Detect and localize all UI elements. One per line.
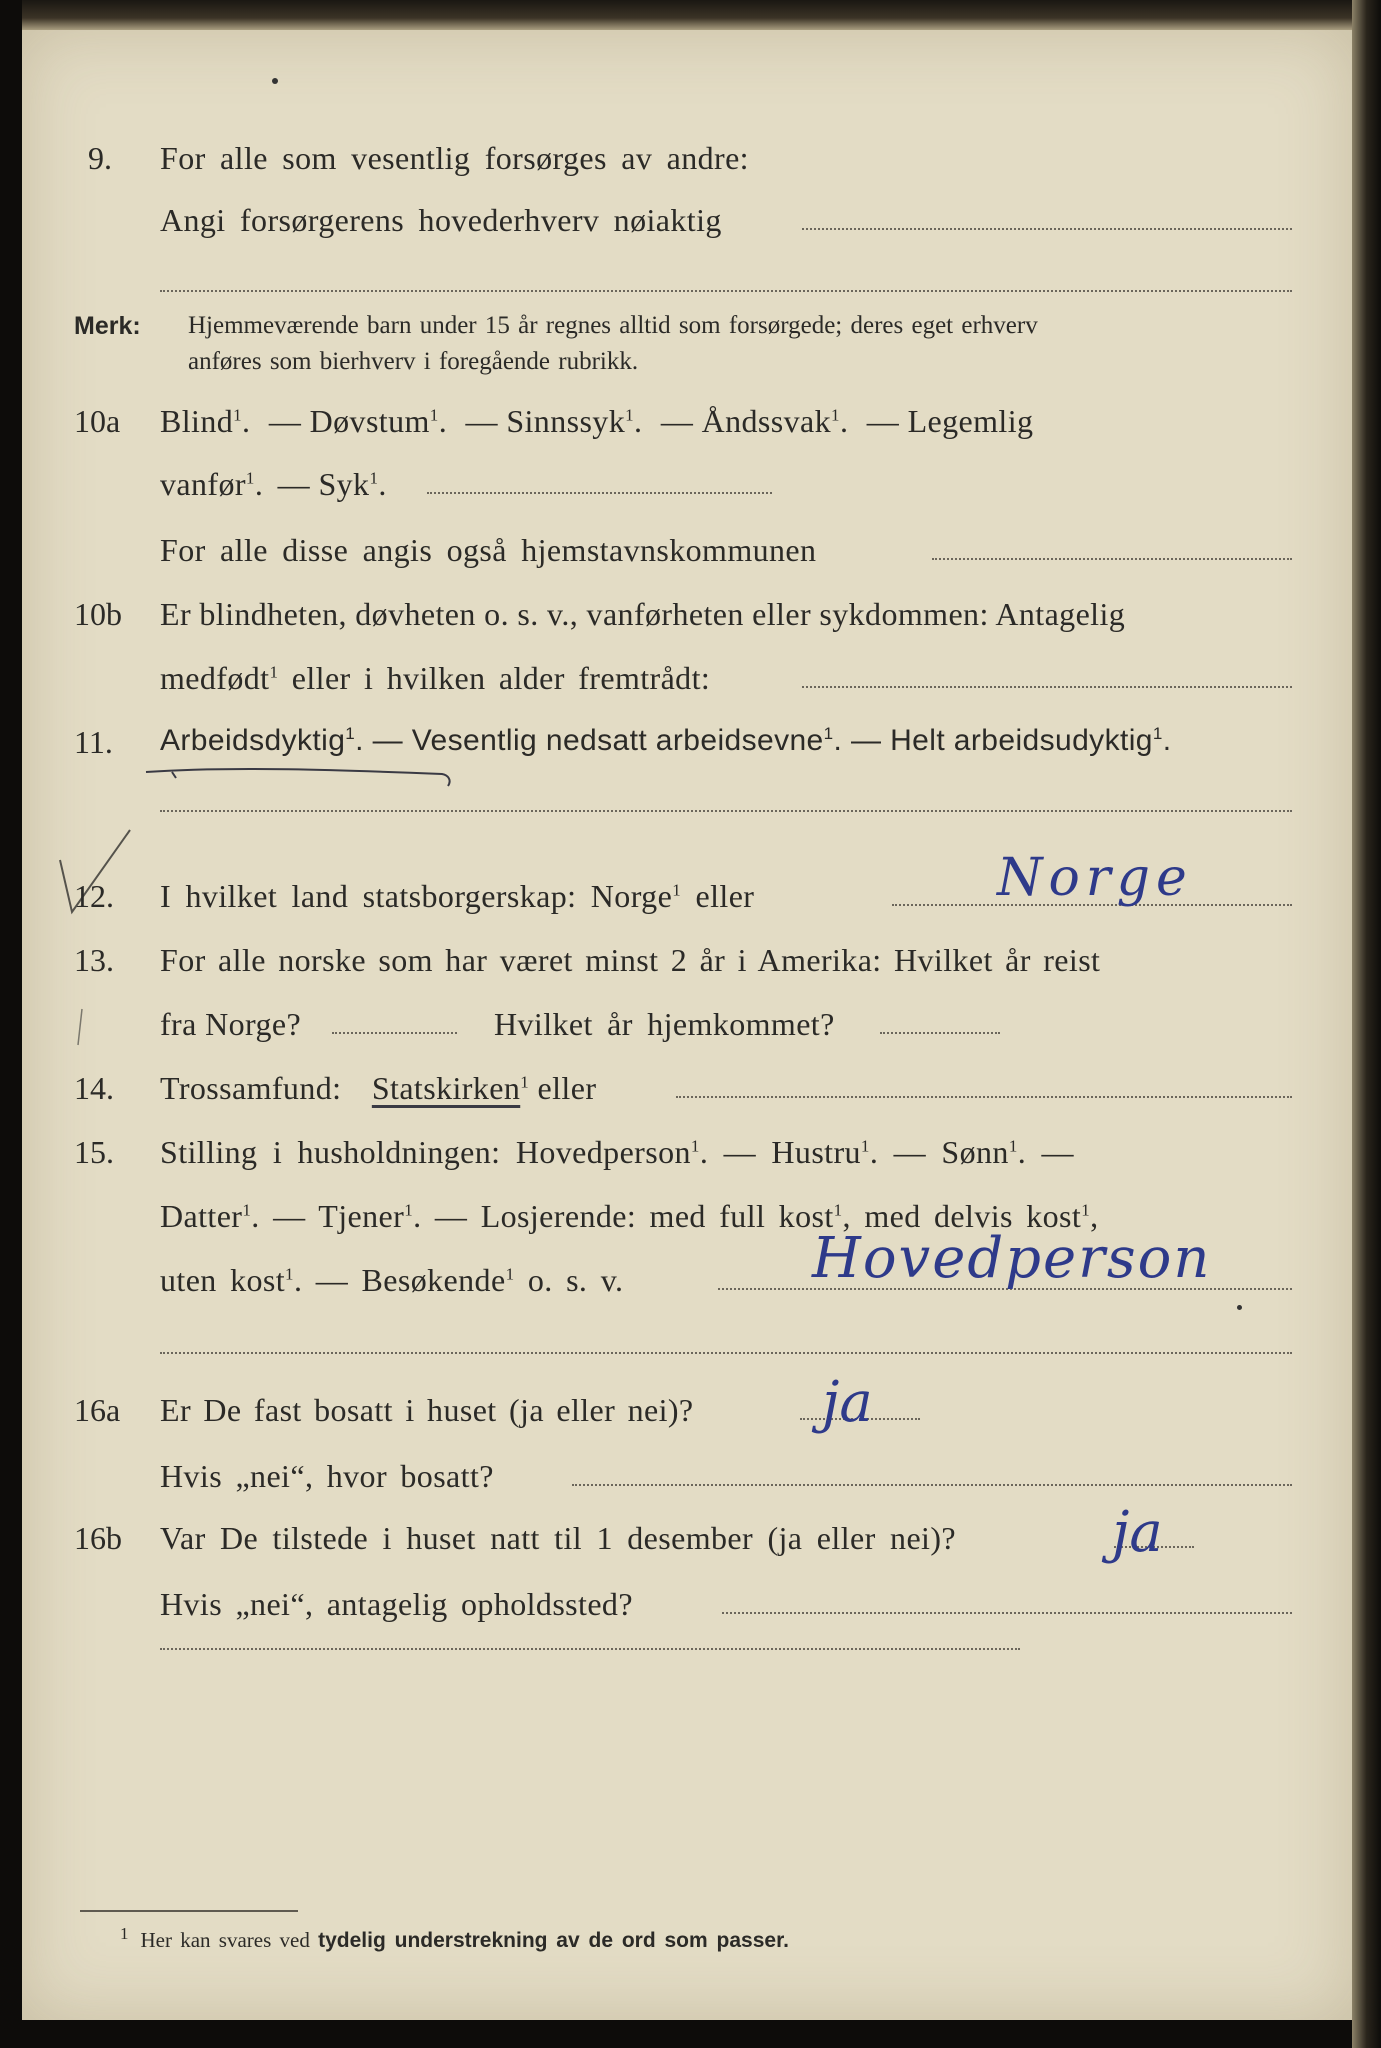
- merk-note: [74, 312, 141, 341]
- footnote-ref: 1: [860, 1136, 870, 1156]
- q9-line2: Angi forsørgerens hovederhverv nøiaktig: [160, 202, 722, 238]
- q16b-handwritten-answer: ja: [1112, 1500, 1163, 1565]
- option-andssvak: — Åndssvak: [660, 403, 832, 439]
- q10b-alder: eller i hvilken alder fremtrådt:: [278, 660, 711, 696]
- footnote-mark: 1: [120, 1924, 129, 1943]
- q9-line1: For alle som vesentlig forsørges av andre:: [160, 140, 749, 176]
- footnote-ref: 1: [269, 662, 279, 682]
- q15-osv: o. s. v.: [514, 1262, 624, 1298]
- q10a-line2: vanfør$^1$. — Syk$^1$.: [160, 466, 387, 502]
- dot-mark: [272, 78, 278, 84]
- q13-fra: fra Norge?: [160, 1006, 302, 1042]
- footnote-ref: 1: [242, 1200, 252, 1220]
- page-edge-right: [1352, 0, 1381, 2048]
- q14-eller: eller: [529, 1070, 597, 1106]
- option-tjener: . — Tjener: [251, 1198, 405, 1234]
- q10a-number: 10a: [74, 403, 121, 439]
- q12-eller: eller: [681, 878, 755, 914]
- footnote-ref: 1: [831, 405, 840, 425]
- q14-answer-line: [676, 1096, 1292, 1098]
- pencil-mark: [74, 1005, 114, 1065]
- q15-dash: . —: [1017, 1134, 1074, 1170]
- q11-answer-line: [160, 810, 1292, 812]
- footnote-divider: [80, 1910, 298, 1912]
- handwritten-underline-q11: [142, 760, 462, 790]
- option-syk: — Syk: [277, 466, 370, 502]
- q12-number: 12.: [74, 878, 114, 914]
- footnote-ref: 1: [1008, 1136, 1018, 1156]
- option-uten-kost: uten kost: [160, 1262, 286, 1298]
- q13-number: 13.: [74, 942, 114, 978]
- q9-answer-line: [802, 228, 1292, 230]
- footnote-ref: 1: [233, 405, 243, 425]
- page-edge-top: [22, 0, 1352, 30]
- footnote-ref: 1: [520, 1072, 530, 1092]
- q13-hjem: Hvilket år hjemkommet?: [494, 1006, 835, 1042]
- option-statskirken: Statskirken: [371, 1070, 521, 1106]
- footnote-ref: 1: [833, 1200, 843, 1220]
- option-udyktig: . — Helt arbeidsudyktig: [833, 724, 1153, 757]
- q10a-line3: For alle disse angis også hjemstavnskommunen: [160, 532, 817, 568]
- q16b-line2: Hvis „nei“, antagelig opholdssted?: [160, 1586, 633, 1622]
- option-hovedperson: Stilling i husholdningen: Hovedperson: [160, 1134, 691, 1170]
- option-hustru: . — Hustru: [699, 1134, 861, 1170]
- q9-answer-line-2: [160, 290, 1292, 292]
- option-delvis-kost: , med delvis kost: [842, 1198, 1082, 1234]
- q10b-number: 10b: [74, 596, 122, 632]
- q10b-line1: Er blindheten, døvheten o. s. v., vanførheten eller sykdommen: Antagelig: [160, 596, 1126, 632]
- q15-line3: [160, 1262, 623, 1299]
- q15-comma: ,: [1090, 1198, 1099, 1234]
- q14-number: 14.: [74, 1070, 114, 1106]
- q15-line1: [160, 1134, 1074, 1171]
- q16a-handwritten-answer: ja: [822, 1370, 873, 1435]
- footnote-ref: 1: [369, 468, 379, 488]
- option-sonn: . — Sønn: [869, 1134, 1009, 1170]
- q16b-opholdssted-line: [722, 1612, 1292, 1614]
- footnote-ref: 1: [672, 880, 682, 900]
- q13-reist-line: [332, 1032, 457, 1034]
- q10a-line1: Blind$^1$. — Døvstum$^1$. — Sinnssyk$^1$. — Åndssvak$^1$. — Legemlig: [160, 403, 1034, 439]
- option-medfodt: medfødt: [160, 660, 270, 696]
- footnote-bold-text: tydelig understrekning av de ord som passer.: [318, 1929, 789, 1952]
- q13-line1: For alle norske som har været minst 2 år i Amerika: Hvilket år reist: [160, 942, 1101, 978]
- option-arbeidsdyktig: Arbeidsdyktig: [160, 724, 346, 757]
- option-nedsatt: . — Vesentlig nedsatt arbeidsevne: [355, 724, 824, 757]
- merk-label: Merk:: [74, 312, 141, 340]
- option-vanfor: vanfør: [160, 466, 246, 502]
- merk-line1: Hjemmeværende barn under 15 år regnes alltid som forsørgede; deres eget erhverv: [188, 312, 1038, 339]
- footnote-ref: 1: [404, 1200, 414, 1220]
- q15-answer-line-2: [160, 1352, 1292, 1354]
- q11-line: Arbeidsdyktig$^1$. — Vesentlig nedsatt arbeidsevne$^1$. — Helt arbeidsudyktig$^1$.: [160, 724, 1172, 757]
- q12-question: I hvilket land statsborgerskap: Norge: [160, 878, 673, 914]
- footnote: [120, 1924, 789, 1953]
- q12-line: [160, 878, 754, 915]
- footnote-ref: 1: [245, 468, 255, 488]
- footnote-ref: 1: [690, 1136, 700, 1156]
- q16a-number: 16a: [74, 1392, 121, 1428]
- option-datter: Datter: [160, 1198, 243, 1234]
- q14-line: [160, 1070, 596, 1107]
- q16b-number: 16b: [74, 1520, 122, 1556]
- q16b-line1: Var De tilstede i huset natt til 1 desember (ja eller nei)?: [160, 1520, 957, 1556]
- q10b-line2: [160, 660, 710, 697]
- census-form-page: [22, 30, 1352, 2020]
- q13-hjem-line: [880, 1032, 1000, 1034]
- q14-label: Trossamfund:: [160, 1070, 342, 1106]
- footnote-ref: 1: [823, 724, 834, 743]
- q16a-line1: Er De fast bosatt i huset (ja eller nei)?: [160, 1392, 694, 1428]
- q12-handwritten-answer: Norge: [997, 848, 1193, 908]
- q10b-answer-line: [802, 686, 1292, 688]
- merk-line2: anføres som bierhverv i foregående rubrikk.: [188, 348, 639, 375]
- footnote-text: Her kan svares ved: [140, 1928, 310, 1952]
- option-blind: Blind: [160, 403, 234, 439]
- option-besokende: . — Besøkende: [293, 1262, 506, 1298]
- footnote-ref: 1: [285, 1264, 294, 1284]
- q11-number: 11.: [74, 724, 113, 760]
- option-dovstum: — Døvstum: [268, 403, 430, 439]
- option-sinnssyk: — Sinnssyk: [465, 403, 626, 439]
- footnote-ref: 1: [1081, 1200, 1091, 1220]
- footnote-ref: 1: [625, 405, 635, 425]
- footnote-ref: 1: [1152, 724, 1163, 743]
- q10a-hjemstavn-line: [932, 558, 1292, 560]
- q16a-line2: Hvis „nei“, hvor bosatt?: [160, 1458, 494, 1494]
- q15-handwritten-answer: Hovedperson: [812, 1226, 1212, 1291]
- option-full-kost: . — Losjerende: med full kost: [413, 1198, 834, 1234]
- q10a-answer-line: [427, 492, 772, 494]
- footnote-ref: 1: [345, 724, 356, 743]
- option-legemlig: — Legemlig: [866, 403, 1034, 439]
- ink-dot: [1237, 1305, 1242, 1310]
- q15-number: 15.: [74, 1134, 114, 1170]
- q16b-answer-line-2: [160, 1648, 1020, 1650]
- footnote-ref: 1: [505, 1264, 515, 1284]
- q16a-bosatt-line: [572, 1484, 1292, 1486]
- q9-number: 9.: [88, 140, 112, 176]
- footnote-ref: 1: [429, 405, 439, 425]
